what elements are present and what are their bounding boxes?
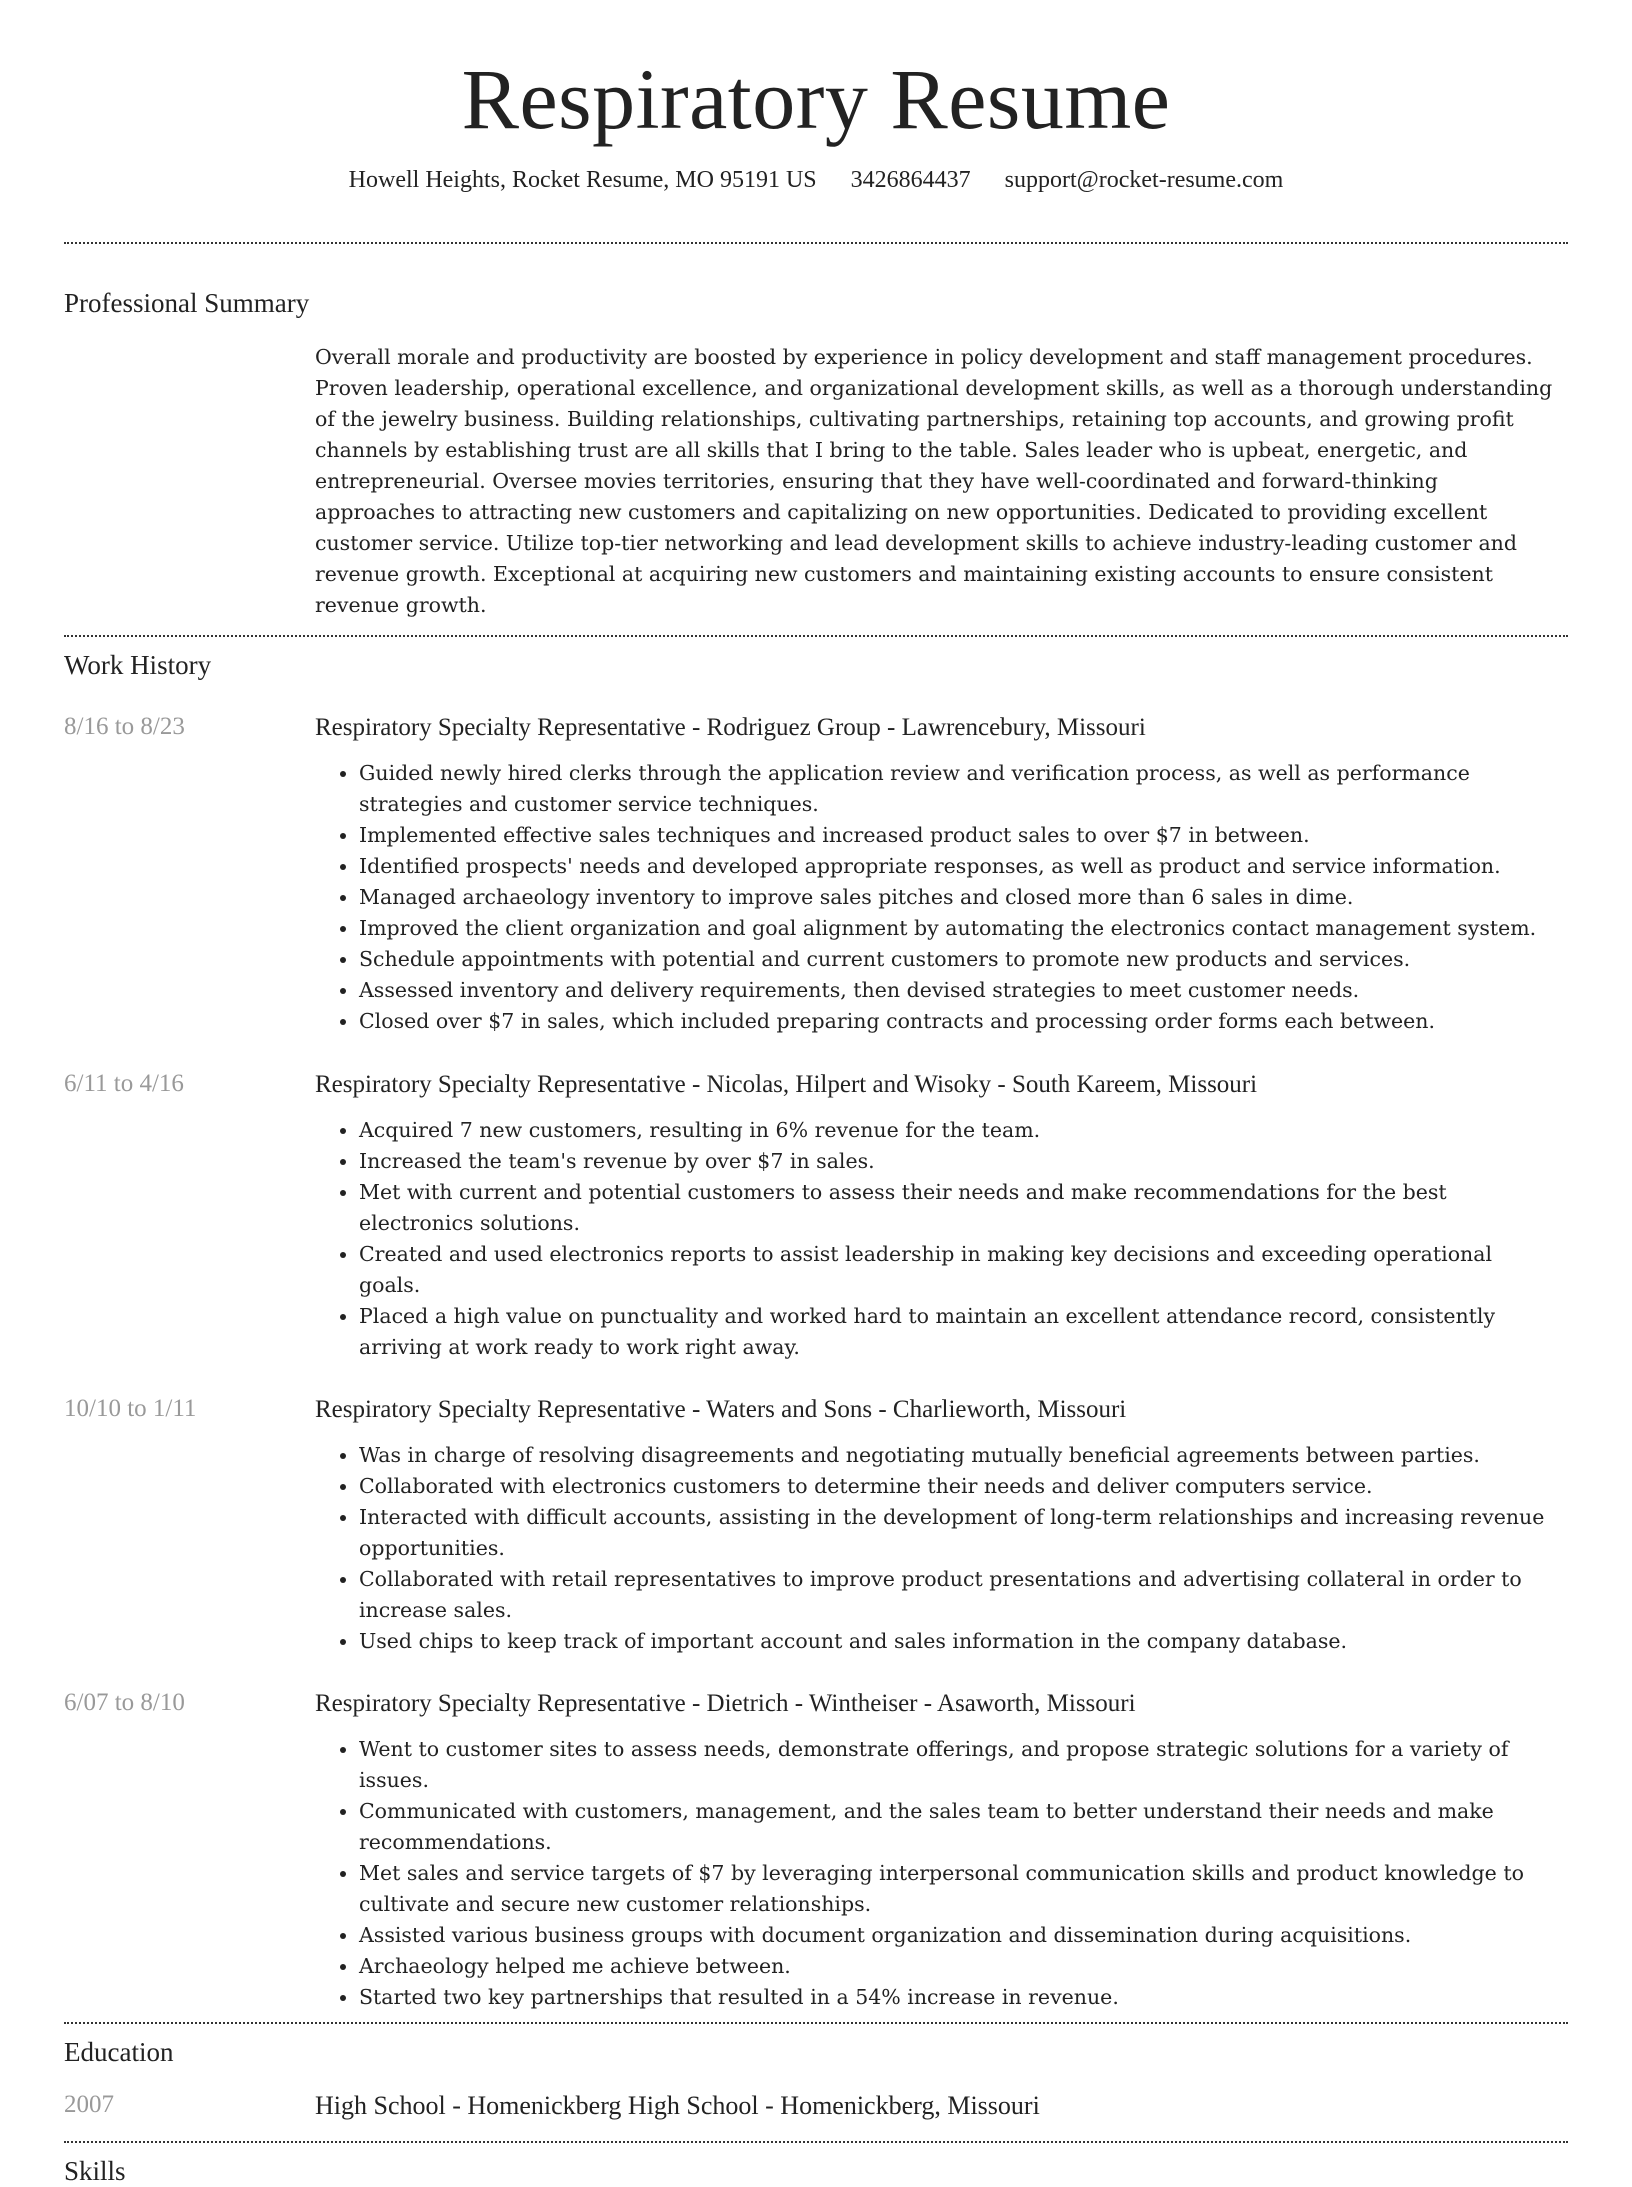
- job-bullet: • Identified prospects' needs and developed appropriate responses, as well as product and service information.: [359, 851, 1559, 882]
- job-bullets: [315, 1115, 1559, 1363]
- job-dates: 8/16 to 8/23: [64, 713, 185, 741]
- education-entry: [64, 2091, 1632, 2131]
- section-divider: [64, 2141, 1568, 2143]
- job-bullet: • Collaborated with retail representatives to improve product presentations and advertising collateral in order to increase sales.: [359, 1564, 1559, 1626]
- work-section-title: Work History: [64, 649, 212, 680]
- job-dates: 6/11 to 4/16: [64, 1070, 184, 1098]
- job-entry: [64, 713, 1568, 1037]
- job-bullet: • Met with current and potential customers to assess their needs and make recommendations for the best electronics solutions.: [359, 1177, 1559, 1239]
- job-bullet: • Placed a high value on punctuality and worked hard to maintain an excellent attendance record, consistently arriving at work ready to work right away.: [359, 1301, 1559, 1363]
- job-bullet: • Guided newly hired clerks through the application review and verification process, as well as performance strategies and customer service techniques.: [359, 758, 1559, 820]
- job-heading: Respiratory Specialty Representative - Waters and Sons - Charlieworth, Missouri: [315, 1396, 1127, 1424]
- job-bullet: • Managed archaeology inventory to improve sales pitches and closed more than 6 sales in dime.: [359, 882, 1559, 913]
- summary-text: Overall morale and productivity are boosted by experience in policy development and staff management procedures. Proven leadership, operational excellence, and organizational development skills, as well as a thorough understanding of the jewelry business. Building relationships, cultivating partnerships, retaining top accounts, and growing profit channels by establishing trust are all skills that I bring to the table. Sales leader who is upbeat, energetic, and entrepreneurial. Oversee movies territories, ensuring that they have well-coordinated and forward-thinking approaches to attracting new customers and capitalizing on new opportunities. Dedicated to providing excellent customer service. Utilize top-tier networking and lead development skills to achieve industry-leading customer and revenue growth. Exceptional at acquiring new customers and maintaining existing accounts to ensure consistent revenue growth.: [315, 344, 1553, 617]
- education-heading: High School - Homenickberg High School - Homenickberg, Missouri: [315, 2090, 1040, 2120]
- job-bullet: • Communicated with customers, management, and the sales team to better understand their needs and make recommendations.: [359, 1796, 1559, 1858]
- job-bullet: • Went to customer sites to assess needs, demonstrate offerings, and propose strategic solutions for a variety of issues.: [359, 1734, 1559, 1796]
- job-bullet: • Was in charge of resolving disagreements and negotiating mutually beneficial agreements between parties.: [359, 1440, 1559, 1471]
- job-bullet: • Met sales and service targets of $7 by leveraging interpersonal communication skills and product knowledge to cultivate and secure new customer relationships.: [359, 1858, 1559, 1920]
- education-date: 2007: [64, 2090, 114, 2118]
- job-bullet: • Assisted various business groups with document organization and dissemination during acquisitions.: [359, 1920, 1559, 1951]
- job-heading: Respiratory Specialty Representative - Dietrich - Wintheiser - Asaworth, Missouri: [315, 1690, 1136, 1718]
- job-bullets: [315, 758, 1559, 1037]
- job-heading: Respiratory Specialty Representative - Rodriguez Group - Lawrencebury, Missouri: [315, 714, 1146, 742]
- resume-name: Respiratory Resume: [461, 51, 1171, 147]
- job-bullet: • Created and used electronics reports to assist leadership in making key decisions and exceeding operational goals.: [359, 1239, 1559, 1301]
- job-bullets: [315, 1734, 1559, 2013]
- job-bullet: • Collaborated with electronics customers to determine their needs and deliver computers service.: [359, 1471, 1559, 1502]
- job-entry: [64, 1689, 1568, 2013]
- contact-phone: 3426864437: [850, 166, 971, 193]
- skills-section-title: Skills: [64, 2155, 126, 2186]
- job-bullet: • Increased the team's revenue by over $7 in sales.: [359, 1146, 1559, 1177]
- contact-email: support@rocket-resume.com: [1004, 166, 1284, 193]
- section-divider: [64, 635, 1568, 637]
- job-dates: 10/10 to 1/11: [64, 1395, 197, 1423]
- job-dates: 6/07 to 8/10: [64, 1689, 185, 1717]
- job-bullet: • Implemented effective sales techniques and increased product sales to over $7 in between.: [359, 820, 1559, 851]
- job-bullet: • Assessed inventory and delivery requirements, then devised strategies to meet customer needs.: [359, 975, 1559, 1006]
- contact-address: Howell Heights, Rocket Resume, MO 95191 US: [348, 166, 817, 193]
- education-section-title: Education: [64, 2037, 174, 2068]
- job-bullet: • Closed over $7 in sales, which included preparing contracts and processing order forms each between.: [359, 1006, 1559, 1037]
- job-bullet: • Used chips to keep track of important account and sales information in the company database.: [359, 1626, 1559, 1657]
- job-heading: Respiratory Specialty Representative - Nicolas, Hilpert and Wisoky - South Kareem, Missouri: [315, 1071, 1258, 1099]
- job-bullet: • Acquired 7 new customers, resulting in 6% revenue for the team.: [359, 1115, 1559, 1146]
- job-bullets: [315, 1440, 1559, 1657]
- job-entry: [64, 1070, 1568, 1363]
- section-divider: [64, 2022, 1568, 2024]
- section-divider: [64, 242, 1568, 244]
- job-bullet: • Schedule appointments with potential and current customers to promote new products and services.: [359, 944, 1559, 975]
- job-bullet: • Improved the client organization and goal alignment by automating the electronics contact management system.: [359, 913, 1559, 944]
- contact-line: [0, 167, 1632, 194]
- resume-header: [0, 0, 1632, 194]
- job-entry: [64, 1395, 1568, 1657]
- job-bullet: • Archaeology helped me achieve between.: [359, 1951, 1559, 1982]
- job-bullet: • Interacted with difficult accounts, assisting in the development of long-term relationships and increasing revenue opportunities.: [359, 1502, 1559, 1564]
- summary-section-title: Professional Summary: [64, 287, 310, 318]
- job-bullet: • Started two key partnerships that resulted in a 54% increase in revenue.: [359, 1982, 1559, 2013]
